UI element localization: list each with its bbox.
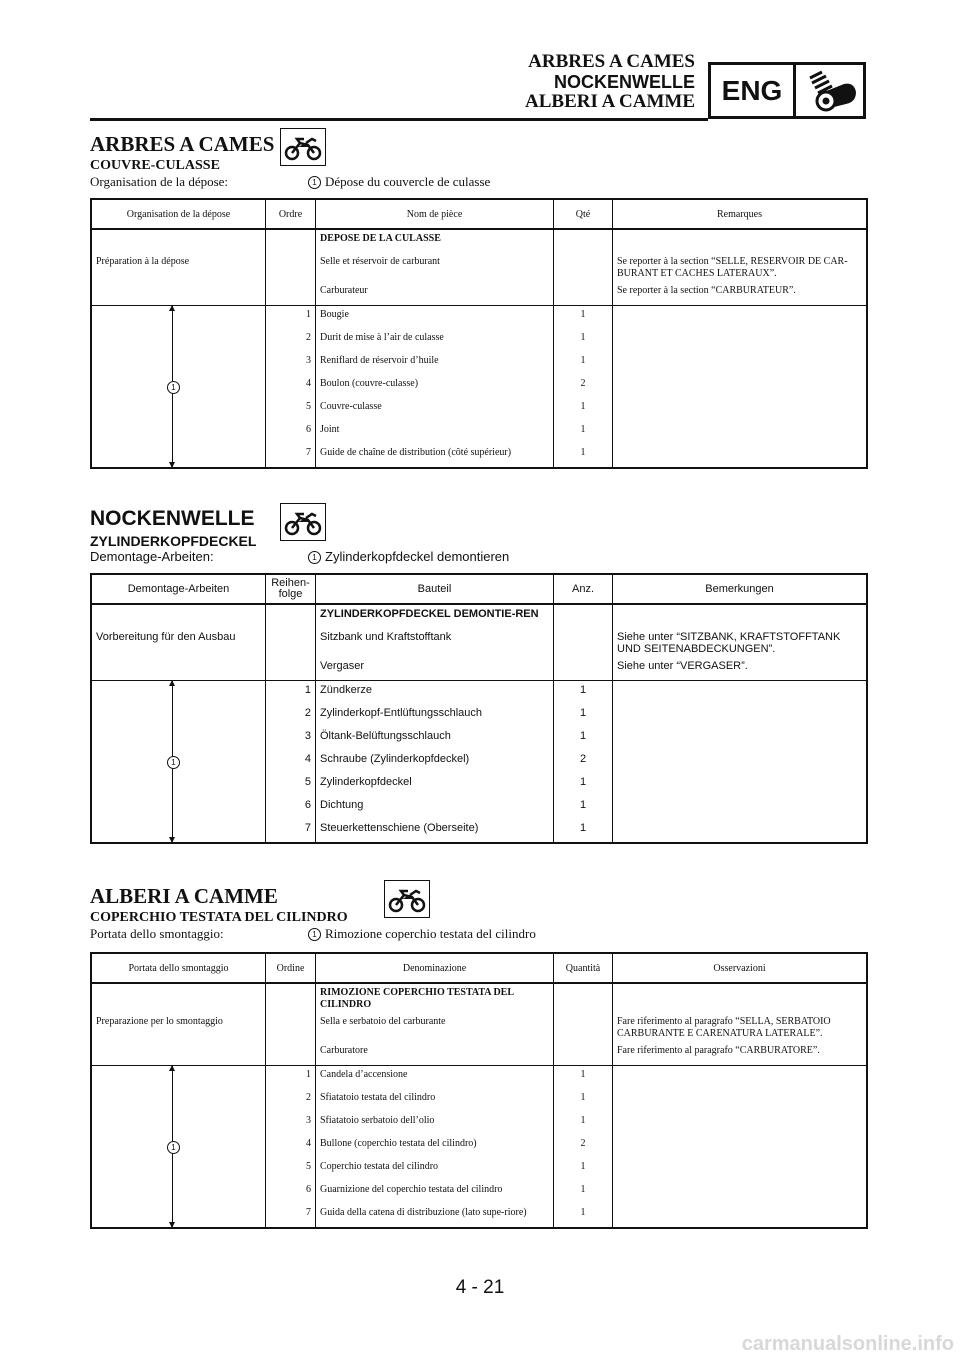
part-name: Couvre-culasse <box>316 398 554 421</box>
org-label: Demontage-Arbeiten: <box>90 549 214 564</box>
part-order: 2 <box>266 1089 316 1112</box>
section-organisation <box>90 549 868 565</box>
part-order: 4 <box>266 1135 316 1158</box>
table-row <box>91 229 867 253</box>
part-qty: 1 <box>554 352 613 375</box>
col-header: Portata dello smontaggio <box>91 953 266 983</box>
part-order: 3 <box>266 1112 316 1135</box>
prep-label: Preparazione per lo smontaggio <box>91 1013 266 1042</box>
table-row <box>91 1042 867 1066</box>
part-qty: 1 <box>554 444 613 468</box>
step-number: 1 <box>308 928 321 941</box>
col-header: Denominazione <box>316 953 554 983</box>
part-order: 6 <box>266 796 316 819</box>
part-qty: 2 <box>554 750 613 773</box>
table-row <box>91 306 867 330</box>
part-remark: Fare riferimento al paragrafo “SELLA, SERBATOIO CARBURANTE E CARENATURA LATERALE”. <box>613 1013 868 1042</box>
part-name: Zylinderkopfdeckel <box>316 773 554 796</box>
part-name: Sfiatatoio testata del cilindro <box>316 1089 554 1112</box>
table-row <box>91 253 867 282</box>
part-qty: 1 <box>554 1158 613 1181</box>
part-order: 7 <box>266 819 316 843</box>
section-title: NOCKENWELLE <box>90 507 255 530</box>
section-subtitle: COPERCHIO TESTATA DEL CILINDRO <box>90 910 348 925</box>
motorcycle-icon <box>384 880 430 918</box>
col-header: Qté <box>554 199 613 229</box>
part-name: Zündkerze <box>316 681 554 705</box>
page-number: 4 - 21 <box>455 1277 505 1298</box>
section-subtitle: ZYLINDERKOPFDECKEL <box>90 533 257 549</box>
parts-table <box>90 952 868 1229</box>
part-qty: 2 <box>554 375 613 398</box>
section-de <box>90 507 868 834</box>
part-qty: 1 <box>554 1181 613 1204</box>
part-qty: 1 <box>554 727 613 750</box>
part-name: Durit de mise à l’air de culasse <box>316 329 554 352</box>
part-name: Guida della catena di distribuzione (lato supe-riore) <box>316 1204 554 1228</box>
part-order: 1 <box>266 681 316 705</box>
header-titles <box>525 52 695 112</box>
part-name: Guarnizione del coperchio testata del cilindro <box>316 1181 554 1204</box>
section-organisation <box>90 926 868 942</box>
table-row <box>91 628 867 657</box>
part-order: 1 <box>266 1066 316 1090</box>
part-name: Schraube (Zylinderkopfdeckel) <box>316 750 554 773</box>
part-qty: 1 <box>554 306 613 330</box>
group-number: 1 <box>167 381 180 394</box>
part-remark: Se reporter à la section “CARBURATEUR”. <box>613 282 868 306</box>
prep-header: ZYLINDERKOPFDECKEL DEMONTIE-REN <box>316 604 554 628</box>
part-order: 6 <box>266 421 316 444</box>
group-number: 1 <box>167 756 180 769</box>
part-qty: 1 <box>554 1204 613 1228</box>
group-arrow-cell <box>91 306 266 469</box>
org-label: Portata dello smontaggio: <box>90 926 224 941</box>
section-title: ALBERI A CAMME <box>90 884 278 908</box>
part-name: Steuerkettenschiene (Oberseite) <box>316 819 554 843</box>
table-row <box>91 1013 867 1042</box>
part-qty: 1 <box>554 819 613 843</box>
col-header: Demontage-Arbeiten <box>91 574 266 604</box>
part-order: 5 <box>266 398 316 421</box>
part-qty: 1 <box>554 329 613 352</box>
col-header: Osservazioni <box>613 953 868 983</box>
part-order: 4 <box>266 750 316 773</box>
motorcycle-icon <box>280 503 326 541</box>
part-qty: 1 <box>554 1112 613 1135</box>
header-rule <box>90 118 708 121</box>
group-arrow-cell <box>91 1066 266 1229</box>
part-order: 5 <box>266 1158 316 1181</box>
motorcycle-icon <box>280 128 326 166</box>
part-order: 1 <box>266 306 316 330</box>
part-name: Dichtung <box>316 796 554 819</box>
part-order: 5 <box>266 773 316 796</box>
col-header: Quantità <box>554 953 613 983</box>
part-name: Vergaser <box>316 657 554 681</box>
part-name: Joint <box>316 421 554 444</box>
part-qty: 1 <box>554 398 613 421</box>
part-name: Öltank-Belüftungsschlauch <box>316 727 554 750</box>
step-number: 1 <box>308 551 321 564</box>
group-number: 1 <box>167 1141 180 1154</box>
section-title: ARBRES A CAMES <box>90 132 275 156</box>
col-header: Anz. <box>554 574 613 604</box>
eng-label: ENG <box>711 65 796 116</box>
org-label: Organisation de la dépose: <box>90 174 229 189</box>
part-order: 7 <box>266 1204 316 1228</box>
col-header: Reihen-folge <box>266 574 316 604</box>
table-row <box>91 983 867 1013</box>
part-qty: 1 <box>554 796 613 819</box>
col-header: Ordine <box>266 953 316 983</box>
col-header: Remarques <box>613 199 868 229</box>
part-name: Bougie <box>316 306 554 330</box>
group-arrow-cell <box>91 681 266 844</box>
part-order: 3 <box>266 727 316 750</box>
part-name: Sella e serbatoio del carburante <box>316 1013 554 1042</box>
col-header: Ordre <box>266 199 316 229</box>
col-header: Nom de pièce <box>316 199 554 229</box>
table-row <box>91 282 867 306</box>
part-name: Sfiatatoio serbatoio dell’olio <box>316 1112 554 1135</box>
table-row <box>91 1066 867 1090</box>
col-header: Bemerkungen <box>613 574 868 604</box>
part-name: Bullone (coperchio testata del cilindro) <box>316 1135 554 1158</box>
col-header: Organisation de la dépose <box>91 199 266 229</box>
part-name: Coperchio testata del cilindro <box>316 1158 554 1181</box>
part-name: Sitzbank und Kraftstofftank <box>316 628 554 657</box>
part-name: Carburatore <box>316 1042 554 1066</box>
section-subtitle: COUVRE-CULASSE <box>90 158 220 173</box>
prep-header: RIMOZIONE COPERCHIO TESTATA DEL CILINDRO <box>316 983 554 1013</box>
prep-label: Vorbereitung für den Ausbau <box>91 628 266 657</box>
section-fr <box>90 132 868 458</box>
org-step-text: Dépose du couvercle de culasse <box>325 174 491 189</box>
part-order: 2 <box>266 329 316 352</box>
part-order: 3 <box>266 352 316 375</box>
part-qty: 1 <box>554 1066 613 1090</box>
part-qty: 1 <box>554 773 613 796</box>
part-name: Boulon (couvre-culasse) <box>316 375 554 398</box>
prep-label: Préparation à la dépose <box>91 253 266 282</box>
part-qty: 1 <box>554 1089 613 1112</box>
part-name: Reniflard de réservoir d’huile <box>316 352 554 375</box>
part-name: Carburateur <box>316 282 554 306</box>
col-header: Bauteil <box>316 574 554 604</box>
parts-table <box>90 198 868 469</box>
engine-icon <box>796 65 863 116</box>
part-qty: 2 <box>554 1135 613 1158</box>
part-name: Guide de chaîne de distribution (côté supérieur) <box>316 444 554 468</box>
header-title-fr: ARBRES A CAMES <box>528 51 695 72</box>
part-order: 4 <box>266 375 316 398</box>
header-title-it: ALBERI A CAMME <box>525 91 695 112</box>
part-qty: 1 <box>554 681 613 705</box>
part-qty: 1 <box>554 421 613 444</box>
part-name: Selle et réservoir de carburant <box>316 253 554 282</box>
org-step-text: Zylinderkopfdeckel demontieren <box>325 549 510 564</box>
prep-header: DEPOSE DE LA CULASSE <box>316 229 554 253</box>
table-row <box>91 657 867 681</box>
part-remark: Fare riferimento al paragrafo “CARBURATORE”. <box>613 1042 868 1066</box>
part-name: Zylinderkopf-Entlüftungsschlauch <box>316 704 554 727</box>
part-qty: 1 <box>554 704 613 727</box>
org-step-text: Rimozione coperchio testata del cilindro <box>325 926 536 941</box>
part-order: 2 <box>266 704 316 727</box>
part-remark: Siehe unter “SITZBANK, KRAFTSTOFFTANK UND SEITENABDECKUNGEN”. <box>613 628 868 657</box>
part-remark: Se reporter à la section “SELLE, RESERVOIR DE CAR-BURANT ET CACHES LATERAUX”. <box>613 253 868 282</box>
eng-badge <box>708 62 866 119</box>
table-row <box>91 681 867 705</box>
section-organisation <box>90 174 868 190</box>
step-number: 1 <box>308 176 321 189</box>
section-it <box>90 884 868 1218</box>
part-remark: Siehe unter “VERGASER”. <box>613 657 868 681</box>
watermark: carmanualsonline.info <box>741 1333 954 1355</box>
part-name: Candela d’accensione <box>316 1066 554 1090</box>
table-row <box>91 604 867 628</box>
part-order: 7 <box>266 444 316 468</box>
parts-table <box>90 573 868 844</box>
header-title-de: NOCKENWELLE <box>554 72 695 92</box>
part-order: 6 <box>266 1181 316 1204</box>
